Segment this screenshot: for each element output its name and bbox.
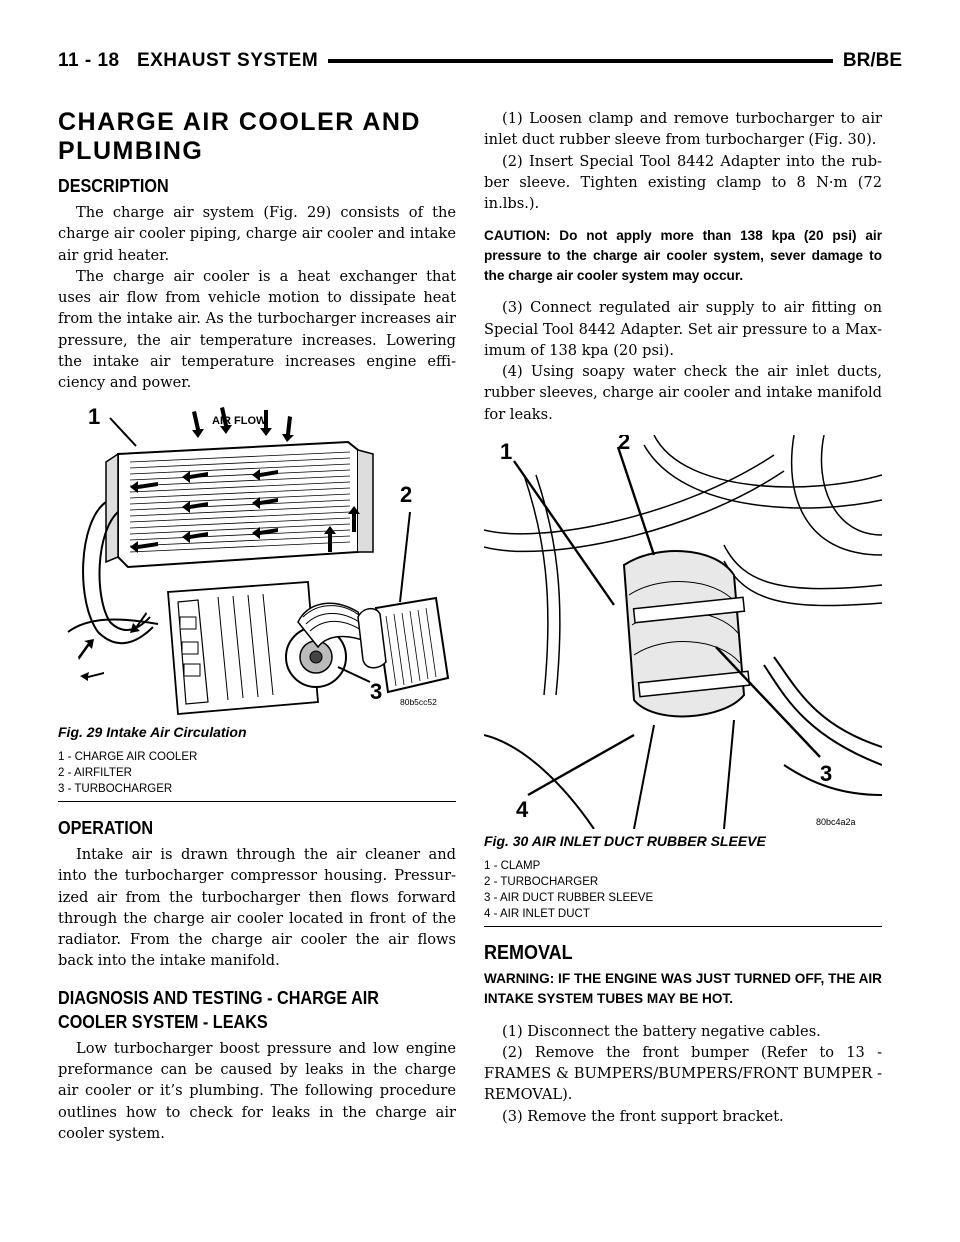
figure-29 (58, 402, 456, 802)
air-inlet-duct-illustration (484, 435, 882, 829)
diagnosis-heading-line-1: DIAGNOSIS AND TESTING - CHARGE AIR (58, 987, 380, 1008)
figure-30 (484, 435, 882, 927)
callout-1: 1 (500, 439, 513, 465)
removal-step-2: (2) Remove the front bumper (Refer to 13 - FRAMES & BUMPERS/BUMPERS/FRONT BUMPER - REMOVAL). (484, 1043, 882, 1104)
diagnosis-paragraph: Low turbocharger boost pressure and low engine preformance can be caused by leaks in the charge air cooler or it’s plumbing. The following procedure outlines how to check for leaks in the charge air cooler system. (58, 1039, 456, 1142)
removal-step-3: (3) Remove the front support bracket. (502, 1107, 784, 1125)
fig30-rule (484, 926, 882, 927)
procedure-step-1: (1) Loosen clamp and remove turbocharger to air inlet duct rubber sleeve from turbocharger (Fig. 30). (484, 110, 882, 149)
fig29-rule (58, 801, 456, 802)
fig29-code: 80b5cc52 (400, 696, 437, 707)
removal-step-1: (1) Disconnect the battery negative cables. (502, 1022, 821, 1040)
description-heading: DESCRIPTION (58, 176, 169, 196)
fig29-item-1: 1 - CHARGE AIR COOLER (58, 750, 198, 763)
callout-3: 3 (370, 678, 383, 704)
fig30-item-3: 3 - AIR DUCT RUBBER SLEEVE (484, 892, 654, 905)
airflow-label: AIR FLOW (212, 414, 267, 427)
intake-air-circulation-illustration (58, 402, 456, 720)
section-name: EXHAUST SYSTEM (136, 50, 319, 71)
caution-note: CAUTION: Do not apply more than 138 kpa (20 psi) air pressure to the charge air cooler system, sever damage to the charge air cooler system may occur. (484, 228, 882, 283)
fig29-item-2: 2 - AIRFILTER (58, 766, 132, 779)
diagnosis-heading-line-2: COOLER SYSTEM - LEAKS (58, 1011, 268, 1032)
fig30-item-4: 4 - AIR INLET DUCT (484, 908, 590, 921)
procedure-step-2: (2) Insert Special Tool 8442 Adapter into the rubber sleeve. Tighten existing clamp to 8 N·m (72 in.lbs.). (484, 152, 882, 213)
description-paragraph-1: The charge air system (Fig. 29) consists of the charge air cooler piping, charge air cooler and intake air grid heater. (58, 204, 456, 264)
page-title: CHARGE AIR COOLER AND PLUMBING (58, 108, 421, 165)
fig29-title: Fig. 29 Intake Air Circulation (58, 723, 247, 740)
model-code: BR/BE (842, 50, 902, 71)
fig29-item-3: 3 - TURBOCHARGER (58, 782, 173, 795)
fig30-item-2: 2 - TURBOCHARGER (484, 876, 599, 889)
callout-2: 2 (618, 435, 631, 455)
page-number: 11 - 18 EXHAUST SYSTEM (58, 50, 319, 71)
removal-heading: REMOVAL (484, 942, 573, 965)
header-rule (328, 59, 833, 63)
warning-note: WARNING: IF THE ENGINE WAS JUST TURNED OFF, THE AIR INTAKE SYSTEM TUBES MAY BE HOT. (484, 971, 882, 1006)
air-filter-drawing (358, 598, 448, 692)
callout-1: 1 (88, 403, 101, 429)
callout-4: 4 (516, 797, 529, 823)
description-paragraph-2: The charge air cooler is a heat exchanger that uses air flow from vehicle motion to dissipate heat from the intake air. As the turbocharger increases air pressure, the air temperature increases. Lowering the intake air temperature increases engine efficiency and power. (58, 267, 456, 392)
fig30-item-1: 1 - CLAMP (484, 860, 541, 873)
callout-3: 3 (820, 761, 833, 787)
right-column (484, 108, 882, 1127)
callout-2: 2 (400, 481, 413, 507)
fig30-code: 80bc4a2a (816, 817, 856, 828)
procedure-step-4: (4) Using soapy water check the air inlet ducts, rubber sleeves, charge air cooler and intake manifold for leaks. (484, 363, 882, 423)
operation-paragraph: Intake air is drawn through the air cleaner and into the turbocharger compressor housing. Pressurized air from the turbocharger then flows forward through the charge air cooler located in front of the radiator. From the charge air cooler the air flows back into the intake manifold. (58, 845, 456, 970)
fig30-title: Fig. 30 AIR INLET DUCT RUBBER SLEEVE (484, 833, 766, 850)
operation-heading: OPERATION (58, 817, 154, 838)
charge-air-cooler-drawing (106, 442, 373, 567)
left-column (58, 108, 456, 1144)
page-header (58, 48, 902, 74)
procedure-step-3: (3) Connect regulated air supply to air fitting on Special Tool 8442 Adapter. Set air pressure to a Maximum of 138 kpa (20 psi). (484, 299, 882, 359)
